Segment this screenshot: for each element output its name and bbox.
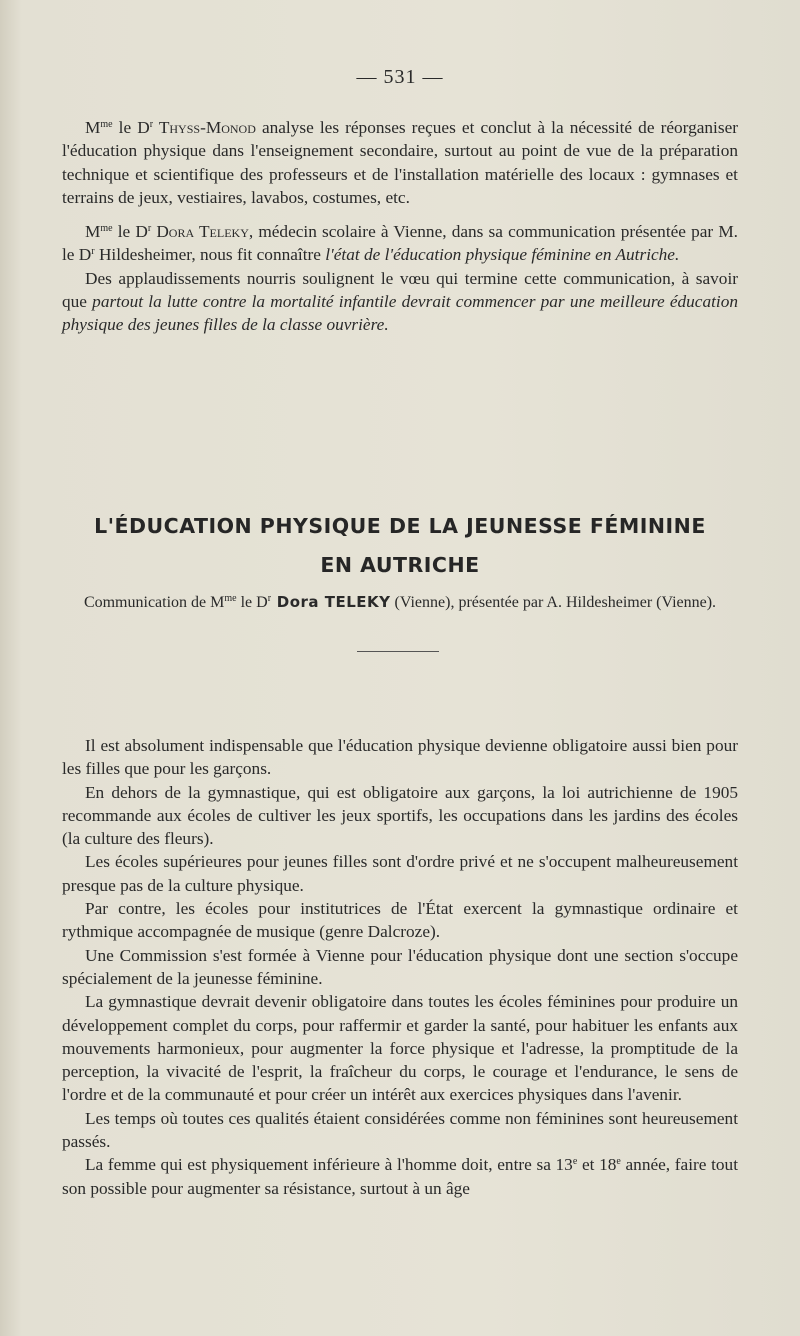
author-name: Thyss-Monod <box>153 118 256 137</box>
paragraph-thyss-monod: $M^{me}$ le $D^r$ Thyss-Monod analyse les réponses reçues et conclut à la nécessité de réorganiser l'éducation physique dans l'enseignement secondaire, surtout au point de vue de la préparation technique et scientifique des professeurs et de l'installation matérielle des locaux : gymnases et terrains de jeux, vestiaires, lavabos, costumes, etc. <box>62 118 738 207</box>
article-body <box>62 734 738 1200</box>
body-paragraph-last: La femme qui est physiquement inférieure à l'homme doit, entre sa 13e et 18e année, faire tout son possible pour augmenter sa résistance, surtout à un âge <box>62 1155 739 1198</box>
article-title-line1: L'ÉDUCATION PHYSIQUE DE LA JEUNESSE FÉMININE <box>94 514 706 538</box>
author-name: Dora Teleky <box>151 222 249 242</box>
byline-author: Dora TELEKY <box>271 593 391 611</box>
article-title-line2: EN AUTRICHE <box>320 553 480 577</box>
body-paragraph: Par contre, les écoles pour institutrices de l'État exercent la gymnastique ordinaire et rythmique accompagnée de musique (genre Dalcroze). <box>62 899 738 942</box>
body-paragraph: En dehors de la gymnastique, qui est obligatoire aux garçons, la loi autrichienne de 1905 recommande aux écoles de cultiver les jeux sportifs, les occupations dans les jardins des écoles (la culture des fleurs). <box>62 782 738 849</box>
body-paragraph: La gymnastique devrait devenir obligatoire dans toutes les écoles féminines pour produire un développement complet du corps, pour raffermir et garder la santé, pour habituer les enfants aux mouvements harmonieux, pour augmenter la force physique et l'adresse, la promptitude de la perception, la vivacité de l'esprit, la fraîcheur du corps, le courage et l'endurance, le sens de l'ordre et de la communauté et pour créer un intérêt aux exercices physiques dans l'avenir. <box>62 992 738 1105</box>
body-paragraph: Les temps où toutes ces qualités étaient considérées comme non féminines sont heureusement passés. <box>62 1108 738 1152</box>
body-paragraph: Les écoles supérieures pour jeunes filles sont d'ordre privé et ne s'occupent malheureusement presque pas de la culture physique. <box>62 852 738 895</box>
paragraph-teleky: $M^{me}$ le $D^r$ Dora Teleky, médecin scolaire à Vienne, dans sa communication présentée par M. le $D^r$ Hildesheimer, nous fit connaître l'état de l'éducation physique féminine en Autriche. <box>62 222 739 265</box>
paragraph-applause: Des applaudissements nourris soulignent le vœu qui termine cette communication, à savoir que partout la lutte contre la mortalité infantile devrait commencer par une meilleure éducation physique des jeunes filles de la classe ouvrière. <box>62 268 738 335</box>
body-paragraph: Il est absolument indispensable que l'éducation physique devienne obligatoire aussi bien pour les filles que pour les garçons. <box>62 736 738 779</box>
page-number: — 531 — <box>356 66 444 88</box>
body-paragraph: Une Commission s'est formée à Vienne pour l'éducation physique dont une section s'occupe spécialement de la jeunesse féminine. <box>62 945 738 988</box>
intro-section <box>62 116 738 337</box>
separator-rule <box>357 651 439 652</box>
byline: Communication de $M^{me}$ le $D^r$ Dora TELEKY (Vienne), présentée par A. Hildesheimer (Vienne). <box>83 593 717 611</box>
